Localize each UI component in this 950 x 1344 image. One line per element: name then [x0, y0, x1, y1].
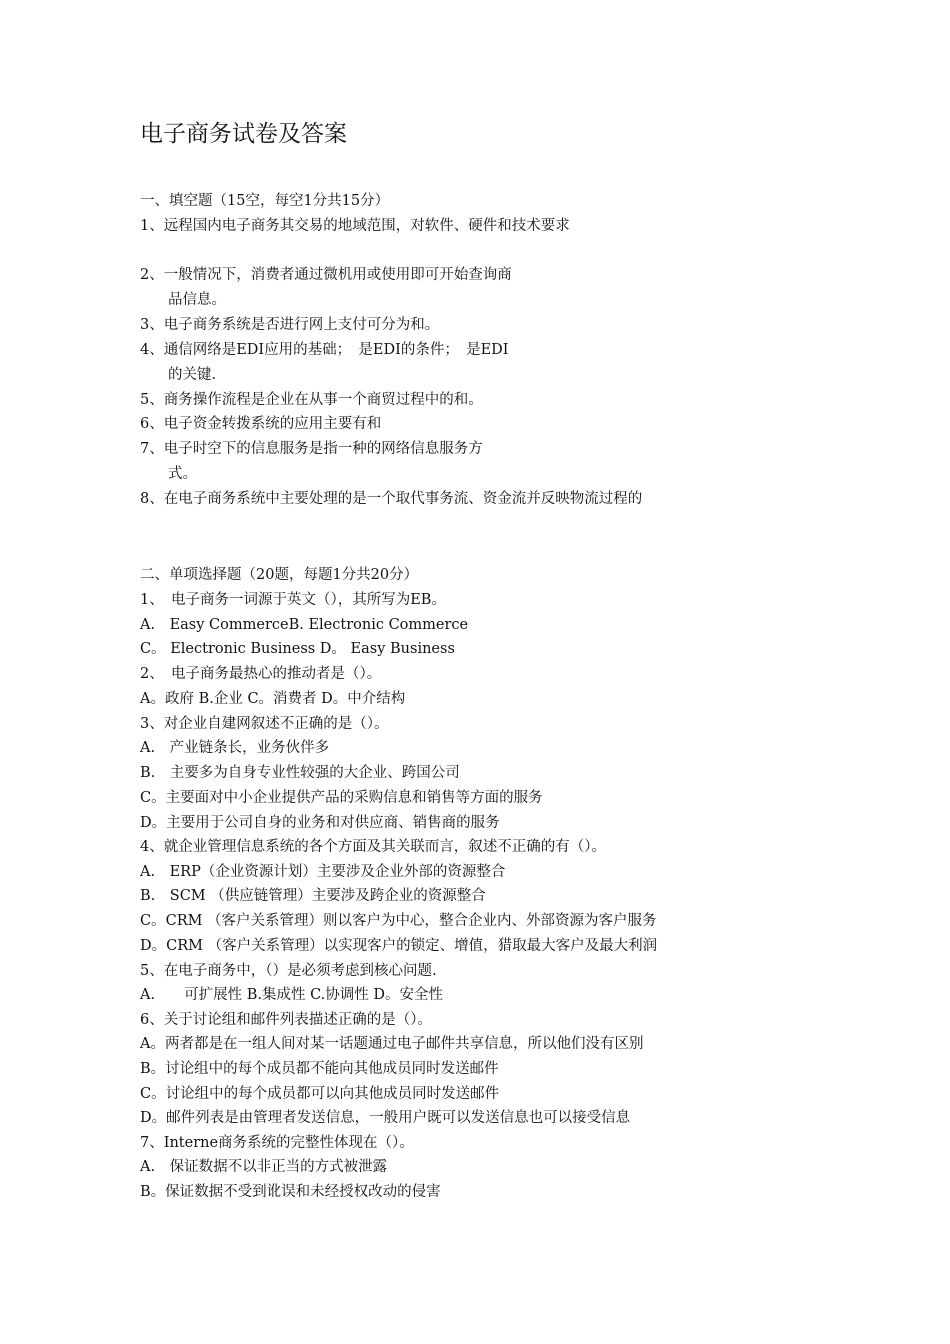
- option-line: A. Easy CommerceB. Electronic Commerce: [140, 617, 469, 633]
- option-line: C。 Electronic Business D。 Easy Business: [140, 641, 455, 657]
- question-line: 7、Interne商务系统的完整性体现在（）。: [140, 1135, 414, 1151]
- question-line-continued: 品信息。: [168, 292, 226, 308]
- option-line: B. 主要多为自身专业性较强的大企业、跨国公司: [140, 765, 460, 781]
- option-line: C。CRM （客户关系管理）则以客户为中心，整合企业内、外部资源为客户服务: [140, 913, 657, 929]
- question-line: 1、远程国内电子商务其交易的地域范围，对软件、硬件和技术要求: [140, 218, 570, 234]
- question-line-continued: 的关键.: [168, 367, 217, 383]
- question-line: 3、对企业自建网叙述不正确的是（）。: [140, 716, 389, 732]
- option-line: A. 可扩展性 B.集成性 C.协调性 D。安全性: [140, 987, 443, 1003]
- question-line: 4、通信网络是EDI应用的基础； 是EDI的条件； 是EDI: [140, 342, 509, 358]
- option-line: D。邮件列表是由管理者发送信息，一般用户既可以发送信息也可以接受信息: [140, 1110, 631, 1126]
- question-line: 7、电子时空下的信息服务是指一种的网络信息服务方: [140, 441, 483, 457]
- option-line: C。讨论组中的每个成员都可以向其他成员同时发送邮件: [140, 1086, 500, 1102]
- option-line: A。两者都是在一组人间对某一话题通过电子邮件共享信息，所以他们没有区别: [140, 1036, 644, 1052]
- question-line: 6、关于讨论组和邮件列表描述正确的是（）。: [140, 1012, 432, 1028]
- question-line: 2、 电子商务最热心的推动者是（）。: [140, 666, 382, 682]
- question-line-continued: 式。: [168, 466, 197, 482]
- question-line: 3、电子商务系统是否进行网上支付可分为和。: [140, 317, 440, 333]
- option-line: D。CRM （客户关系管理）以实现客户的锁定、增值，猎取最大客户及最大利润: [140, 938, 658, 954]
- question-line: 2、一般情况下，消费者通过微机用或使用即可开始查询商: [140, 267, 512, 283]
- option-line: C。主要面对中小企业提供产品的采购信息和销售等方面的服务: [140, 790, 543, 806]
- option-line: A。政府 B.企业 C。消费者 D。中介结构: [140, 691, 406, 707]
- option-line: D。主要用于公司自身的业务和对供应商、销售商的服务: [140, 815, 500, 831]
- option-line: B. SCM （供应链管理）主要涉及跨企业的资源整合: [140, 888, 486, 904]
- question-line: 5、商务操作流程是企业在从事一个商贸过程中的和。: [140, 392, 483, 408]
- option-line: B。保证数据不受到讹误和未经授权改动的侵害: [140, 1184, 441, 1200]
- option-line: A. 保证数据不以非正当的方式被泄露: [140, 1159, 388, 1175]
- option-line: A. 产业链条长，业务伙伴多: [140, 740, 330, 756]
- option-line: A. ERP（企业资源计划）主要涉及企业外部的资源整合: [140, 864, 506, 880]
- option-line: B。讨论组中的每个成员都不能向其他成员同时发送邮件: [140, 1061, 499, 1077]
- section1-heading: 一、填空题（15空，每空1分共15分）: [140, 193, 390, 209]
- question-line: 1、 电子商务一词源于英文（），其所写为EB。: [140, 592, 446, 608]
- document-title: 电子商务试卷及答案: [140, 121, 347, 147]
- question-line: 4、就企业管理信息系统的各个方面及其关联而言，叙述不正确的有（）。: [140, 839, 606, 855]
- section2-heading: 二、单项选择题（20题，每题1分共20分）: [140, 567, 419, 583]
- question-line: 6、电子资金转拨系统的应用主要有和: [140, 416, 382, 432]
- question-line: 5、在电子商务中，（）是必须考虑到核心问题.: [140, 963, 437, 979]
- question-line: 8、在电子商务系统中主要处理的是一个取代事务流、资金流并反映物流过程的: [140, 491, 643, 507]
